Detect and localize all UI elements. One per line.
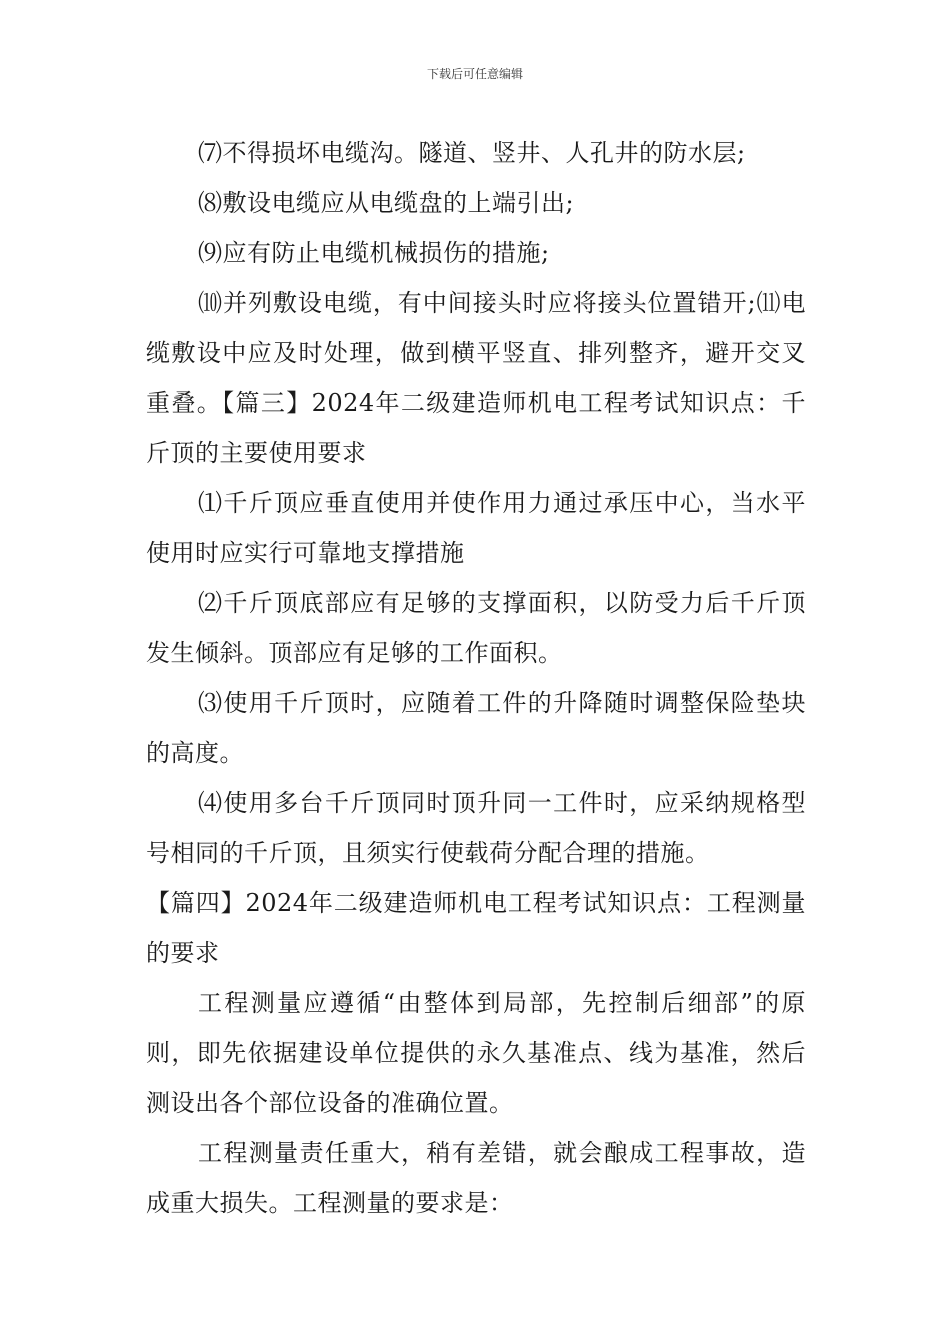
document-body	[146, 128, 806, 1228]
paragraph-jack-3: ⑶使用千斤顶时，应随着工件的升降随时调整保险垫块的高度。	[146, 689, 806, 767]
paragraph-item-8: ⑻敷设电缆应从电缆盘的上端引出;	[198, 189, 575, 217]
page-header-note: 下载后可任意编辑	[426, 67, 523, 81]
paragraph-survey-requirements: 工程测量责任重大，稍有差错，就会酿成工程事故，造成重大损失。工程测量的要求是：	[146, 1139, 806, 1217]
paragraph-jack-2: ⑵千斤顶底部应有足够的支撑面积，以防受力后千斤顶发生倾斜。顶部应有足够的工作面积。	[146, 589, 806, 667]
paragraph-survey-principle: 工程测量应遵循“由整体到局部，先控制后细部”的原则，即先依据建设单位提供的永久基准点、线为基准，然后测设出各个部位设备的准确位置。	[146, 989, 806, 1117]
paragraph-jack-4: ⑷使用多台千斤顶同时顶升同一工件时，应采纳规格型号相同的千斤顶，且须实行使载荷分配合理的措施。	[146, 789, 806, 867]
section-4-heading: 【篇四】2024年二级建造师机电工程考试知识点：工程测量的要求	[146, 889, 806, 967]
paragraph-item-10-11-section-3: ⑽并列敷设电缆，有中间接头时应将接头位置错开;⑾电缆敷设中应及时处理，做到横平竖直、排列整齐，避开交叉重叠。【篇三】2024年二级建造师机电工程考试知识点：千斤顶的主要使用要求	[146, 289, 806, 467]
paragraph-jack-1: ⑴千斤顶应垂直使用并使作用力通过承压中心，当水平使用时应实行可靠地支撑措施	[146, 489, 806, 567]
paragraph-item-9: ⑼应有防止电缆机械损伤的措施;	[198, 239, 550, 267]
paragraph-item-7: ⑺不得损坏电缆沟。隧道、竖井、人孔井的防水层;	[198, 139, 746, 167]
